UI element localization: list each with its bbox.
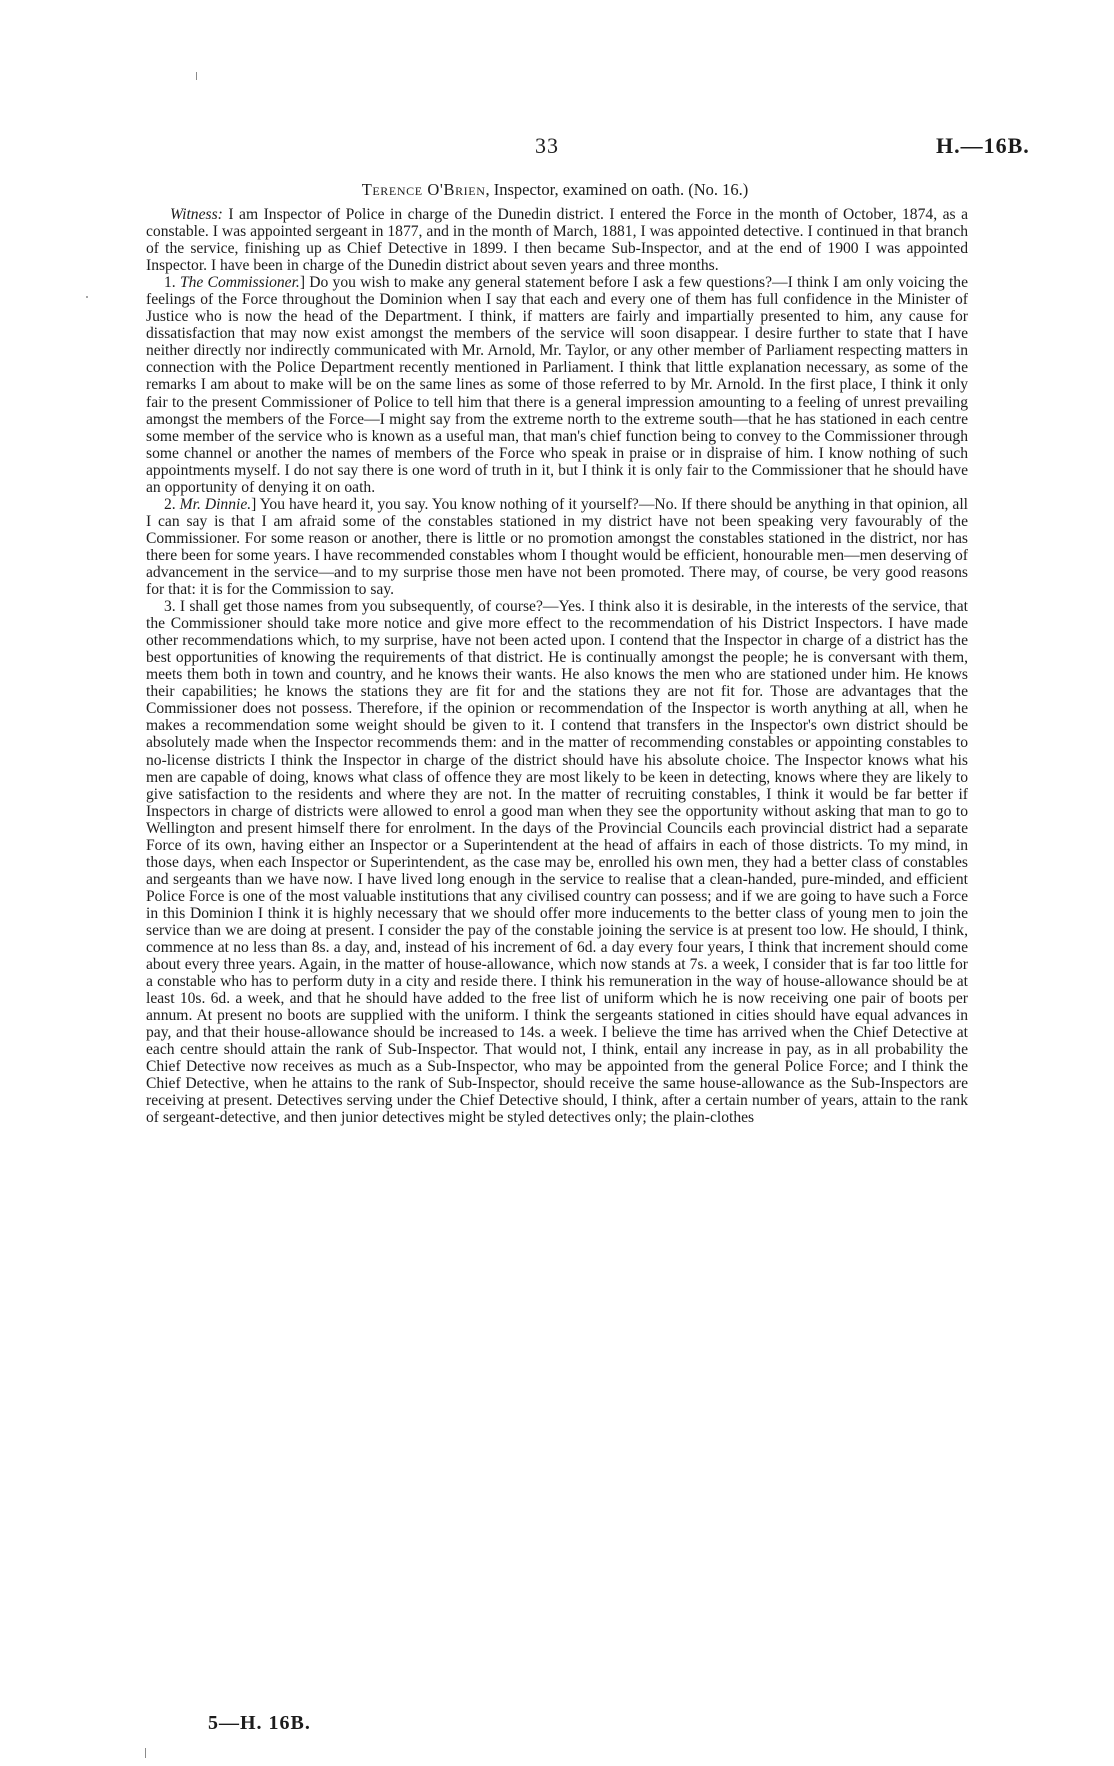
page-number: 33 [535, 133, 559, 158]
testimony-body [146, 206, 968, 1127]
question-number: 2. [164, 495, 176, 513]
paragraph-witness-statement [146, 206, 968, 274]
paragraph-text: ] Do you wish to make any general statement before I ask a few questions?—I think I am only voicing the feelings of the Force throughout the Dominion when I say that each and every one of them has full confidence in the Minister of Justice who is now the head of the Department. I think, if matters are fairly and impartially presented to him, any cause for dissatisfaction that may now exist amongst the members of the service will soon disappear. I desire further to state that I have neither directly nor indirectly communicated with Mr. Arnold, Mr. Taylor, or any other member of Parliament respecting matters in connection with the Police Department recently mentioned in Parliament. I think that little explanation necessary, as some of the remarks I am about to make will be on the same lines as some of those referred to by Mr. Arnold. In the first place, I think it only fair to the present Commissioner of Police to tell him that there is a general impression amounting to a feeling of unrest prevailing amongst the members of the Force—I might say from the extreme north to the extreme south—that he has stationed in each centre some member of the service who is known as a useful man, that man's chief function being to convey to the Commissioner through some channel or another the names of members of the Force who speak in praise or in dispraise of him. I know nothing of such appointments myself. I do not say there is one word of truth in it, but I think it is only fair to the Commissioner that he should have an opportunity of denying it on oath. [146, 274, 968, 496]
witness-heading-rest: , Inspector, examined on oath. (No. 16.) [485, 180, 749, 199]
scan-mark [196, 72, 197, 80]
signature-reference: 5—H. 16B. [208, 1712, 311, 1734]
question-number: 3. [164, 598, 176, 616]
paragraph-question-2 [146, 496, 968, 598]
paragraph-text: I am Inspector of Police in charge of the Dunedin district. I entered the Force in the month of October, 1874, as a constable. I was appointed sergeant in 1877, and in the month of March, 1881, I was appointed detective. I continued in that branch of the service, finishing up as Chief Detective in 1899. I then became Sub-Inspector, and at the end of 1900 I was appointed Inspector. I have been in charge of the Dunedin district about seven years and three months. [146, 206, 968, 275]
paragraph-question-1 [146, 274, 968, 496]
witness-name: Terence O'Brien [361, 180, 486, 199]
document-reference: H.—16B. [936, 133, 1030, 158]
questioner-label: The Commissioner. [179, 274, 300, 292]
paragraph-question-3 [146, 598, 968, 1126]
scan-mark [145, 1748, 146, 1758]
witness-heading [140, 180, 970, 200]
questioner-label: Mr. Dinnie. [179, 495, 252, 513]
question-number: 1. [164, 274, 176, 292]
scan-dot [86, 296, 88, 298]
paragraph-label: Witness: [170, 206, 223, 223]
paragraph-text: I shall get those names from you subsequently, of course?—Yes. I think also it is desirable, in the interests of the service, that the Commissioner should take more notice and give more effect to the recommendation of his District Inspectors. I have made other recommendations which, to my surprise, have not been acted upon. I contend that the Inspector in charge of a district has the best opportunities of knowing the requirements of that district. He is continually amongst the people; he is conversant with them, meets them both in town and country, and he knows their wants. He also knows the men who are stationed under him. He knows their capabilities; he knows the stations they are fit for and the stations they are not fit for. Those are advantages that the Commissioner does not possess. Therefore, if the opinion or recommendation of the Inspector is worth anything at all, when he makes a recommendation some weight should be given to it. I contend that transfers in the Inspector's own district should be absolutely made when the Inspector recommends them: and in the matter of recommending constables or appointing constables to no-license districts I think the Inspector in charge of the district should have his absolute choice. The Inspector knows what his men are capable of doing, knows what class of offence they are most likely to be keen in detecting, knows where they are likely to give satisfaction to the residents and where they are not. In the matter of recruiting constables, I think it would be far better if Inspectors in charge of districts were allowed to enrol a good man when they see the opportunity without asking that man to go to Wellington and present himself there for enrolment. In the days of the Provincial Councils each provincial district had a separate Force of its own, having either an Inspector or a Superintendent at the head of affairs in each of those districts. To my mind, in those days, when each Inspector or Superintendent, as the case may be, enrolled his own men, they had a better class of constables and sergeants than we have now. I have lived long enough in the service to realise that a clean-handed, pure-minded, and efficient Police Force is one of the most valuable institutions that any civilised country can possess; and if we are going to have such a Force in this Dominion I think it is highly necessary that we should offer more inducements to the better class of young men to join the service than we are doing at present. I consider the pay of the constable joining the service is at present too low. He should, I think, commence at no less than 8s. a day, and, instead of his increment of 6d. a day every four years, I think that increment should come about every three years. Again, in the matter of house-allowance, which now stands at 7s. a week, I consider that is far too little for a constable who has to perform duty in a city and reside there. I think his remuneration in the way of house-allowance should be at least 10s. 6d. a week, and that he should have added to the free list of uniform which he is now receiving one pair of boots per annum. At present no boots are supplied with the uniform. I think the sergeants stationed in cities should have equal advances in pay, and that their house-allowance should be increased to 14s. a week. I believe the time has arrived when the Chief Detective at each centre should attain the rank of Sub-Inspector. That would not, I think, entail any increase in pay, as in all probability the Chief Detective now receives as much as a Sub-Inspector, who may be appointed from the general Police Force; and I think the Chief Detective, when he attains to the rank of Sub-Inspector, should receive the same house-allowance as the Sub-Inspectors are receiving at present. Detectives serving under the Chief Detective should, I think, after a certain number of years, attain to the rank of sergeant-detective, and then junior detectives might be styled detectives only; the plain-clothes [146, 598, 968, 1127]
paragraph-text: ] You have heard it, you say. You know nothing of it yourself?—No. If there should be anything in that opinion, all I can say is that I am afraid some of the constables stationed in my district have not been speaking very favourably of the Commissioner. For some reason or another, there is little or no promotion amongst the constables stationed in the district, nor has there been for some years. I have recommended constables whom I thought would be efficient, honourable men—men deserving of advancement in the service—and to my surprise those men have not been promoted. There may, of course, be very good reasons for that: it is for the Commission to say. [146, 495, 968, 599]
